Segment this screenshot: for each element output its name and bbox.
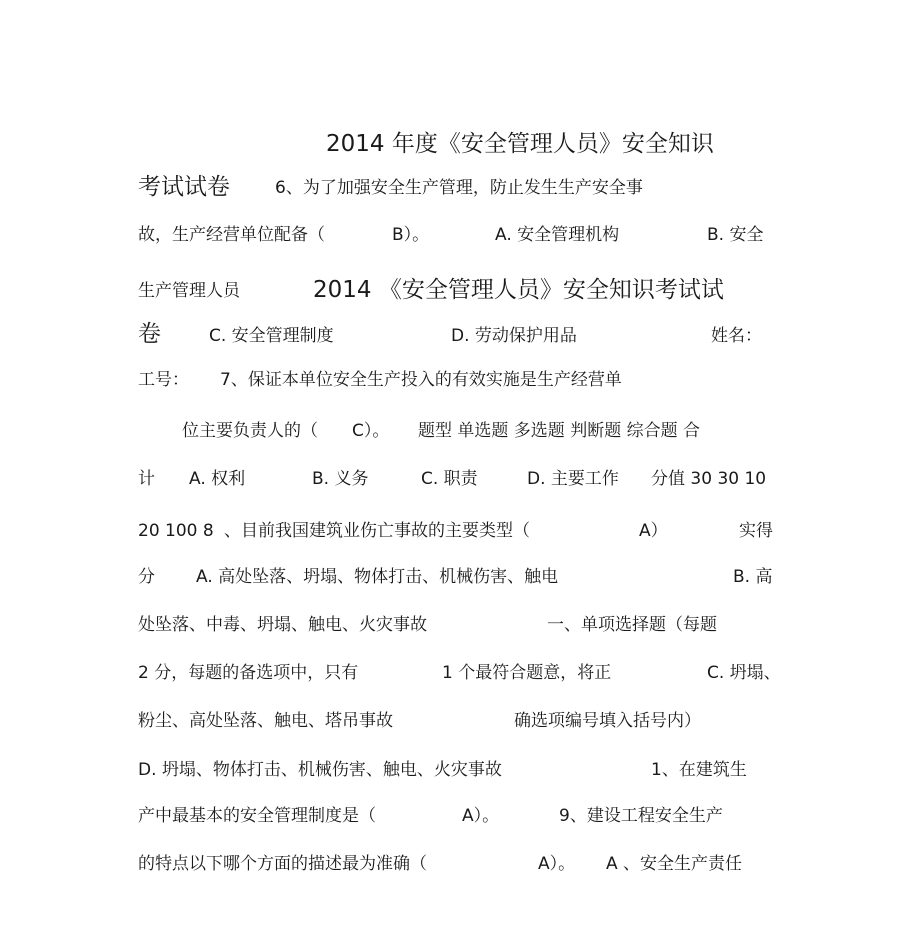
text-segment: B. 高	[733, 567, 773, 587]
text-segment: 分值 30 30 10	[651, 469, 767, 489]
text-segment: B. 义务	[312, 469, 369, 489]
document-title: 2014 年度《安全管理人员》安全知识	[326, 131, 714, 157]
text-segment: 计	[138, 469, 155, 489]
text-segment: A. 权利	[189, 469, 246, 489]
text-segment: 2 分，每题的备选项中，只有	[138, 663, 359, 683]
text-segment: C）。	[352, 421, 390, 441]
text-segment: 考试试卷	[138, 174, 230, 200]
text-segment: 20 100 8	[138, 521, 214, 541]
text-segment: C. 职责	[421, 469, 478, 489]
text-segment: 2014 《安全管理人员》安全知识考试试	[313, 277, 724, 303]
text-segment: 7、保证本单位安全生产投入的有效实施是生产经营单	[220, 370, 622, 390]
text-segment: 一、单项选择题（每题	[547, 615, 717, 635]
text-segment: A）。	[538, 854, 576, 874]
text-segment: A 、安全生产责任	[606, 854, 743, 874]
text-segment: 分	[138, 567, 155, 587]
text-segment: B）。	[392, 225, 430, 245]
text-segment: 产中最基本的安全管理制度是（	[138, 806, 376, 826]
text-segment: 故，生产经营单位配备（	[138, 225, 325, 245]
text-segment: B. 安全	[707, 225, 764, 245]
text-segment: A）。	[462, 806, 500, 826]
text-segment: 1、在建筑生	[651, 760, 747, 780]
text-segment: D. 主要工作	[527, 469, 619, 489]
text-segment: 生产管理人员	[138, 281, 240, 301]
text-segment: A）	[639, 521, 668, 541]
text-segment: D. 劳动保护用品	[451, 326, 577, 346]
text-segment: 的特点以下哪个方面的描述最为准确（	[138, 854, 427, 874]
text-segment: A. 安全管理机构	[495, 225, 620, 245]
text-segment: 粉尘、高处坠落、触电、塔吊事故	[138, 711, 393, 731]
text-segment: 题型 单选题 多选题 判断题 综合题 合	[418, 421, 701, 441]
text-segment: 1 个最符合题意，将正	[442, 663, 612, 683]
text-segment: 姓名：	[711, 326, 762, 346]
text-segment: 处坠落、中毒、坍塌、触电、火灾事故	[138, 615, 427, 635]
text-segment: 确选项编号填入括号内）	[514, 711, 701, 731]
text-segment: 9、建设工程安全生产	[559, 806, 723, 826]
text-segment: C. 坍塌、	[707, 663, 781, 683]
text-segment: 6、为了加强安全生产管理，防止发生生产安全事	[275, 178, 643, 198]
text-segment: 位主要负责人的（	[182, 421, 318, 441]
text-segment: D. 坍塌、物体打击、机械伤害、触电、火灾事故	[138, 760, 502, 780]
text-segment: 卷	[138, 321, 161, 347]
text-segment: 工号：	[138, 370, 189, 390]
text-segment: A. 高处坠落、坍塌、物体打击、机械伤害、触电	[196, 567, 559, 587]
text-segment: 实得	[739, 521, 773, 541]
text-segment: C. 安全管理制度	[209, 326, 334, 346]
text-segment: 、目前我国建筑业伤亡事故的主要类型（	[224, 521, 530, 541]
